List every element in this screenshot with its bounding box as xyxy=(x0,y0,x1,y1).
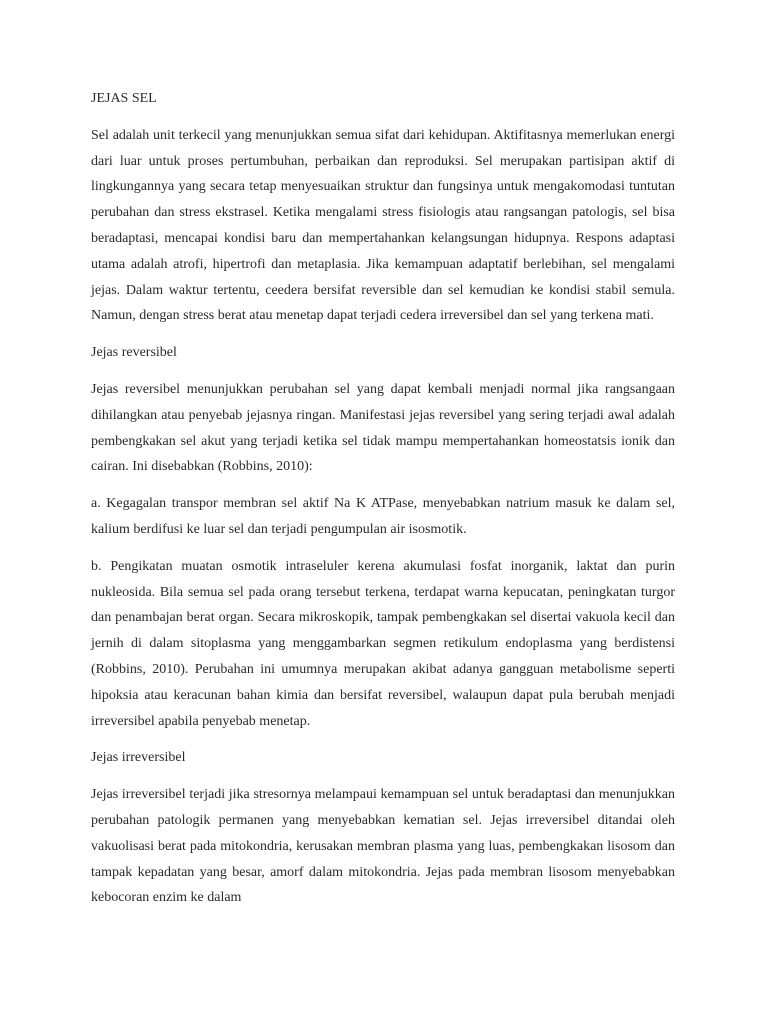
section-heading-reversible: Jejas reversibel xyxy=(91,345,177,361)
section-heading-irreversible: Jejas irreversibel xyxy=(91,750,186,766)
document-title: JEJAS SEL xyxy=(91,91,157,106)
irreversible-paragraph: Jejas irreversibel terjadi jika stresornya melampaui kemampuan sel untuk beradaptasi dan menunjukkan perubahan patologik permanen yang menyebabkan kematian sel. Jejas irreversibel ditandai oleh vakuolisasi berat pada mitokondria, kerusakan membran plasma yang luas, pembengkakan lisosom dan tampak kepadatan yang besar, amorf dalam mitokondria. Jejas pada membran lisosom menyebabkan kebocoran enzim ke dalam xyxy=(91,787,675,906)
intro-paragraph: Sel adalah unit terkecil yang menunjukkan semua sifat dari kehidupan. Aktifitasnya memerlukan energi dari luar untuk proses pertumbuhan, perbaikan dan reproduksi. Sel merupakan partisipan aktif di lingkungannya yang secara tetap menyesuaikan struktur dan fungsinya untuk mengakomodasi tuntutan perubahan dan stress ekstrasel. Ketika mengalami stress fisiologis atau rangsangan patologis, sel bisa beradaptasi, mencapai kondisi baru dan mempertahankan kelangsungan hidupnya. Respons adaptasi utama adalah atrofi, hipertrofi dan metaplasia. Jika kemampuan adaptatif berlebihan, sel mengalami jejas. Dalam waktur tertentu, ceedera bersifat reversible dan sel kemudian ke kondisi stabil semula. Namun, dengan stress berat atau menetap dapat terjadi cedera irreversibel dan sel yang terkena mati. xyxy=(91,127,675,324)
document-page xyxy=(91,86,675,922)
reversible-item-a: a. Kegagalan transpor membran sel aktif Na K ATPase, menyebabkan natrium masuk ke dalam sel, kalium berdifusi ke luar sel dan terjadi pengumpulan air isosmotik. xyxy=(91,496,675,537)
reversible-item-b: b. Pengikatan muatan osmotik intraseluler kerena akumulasi fosfat inorganik, laktat dan purin nukleosida. Bila semua sel pada orang tersebut terkena, terdapat warna kepucatan, peningkatan turgor dan penambajan berat organ. Secara mikroskopik, tampak pembengkakan sel disertai vakuola kecil dan jernih di dalam sitoplasma yang menggambarkan segmen retikulum endoplasma yang berdistensi (Robbins, 2010). Perubahan ini umumnya merupakan akibat adanya gangguan metabolisme seperti hipoksia atau keracunan bahan kimia dan bersifat reversibel, walaupun dapat pula berubah menjadi irreversibel apabila penyebab menetap. xyxy=(91,558,675,729)
reversible-paragraph: Jejas reversibel menunjukkan perubahan sel yang dapat kembali menjadi normal jika rangsangaan dihilangkan atau penyebab jejasnya ringan. Manifestasi jejas reversibel yang sering terjadi awal adalah pembengkakan sel akut yang terjadi ketika sel tidak mampu mempertahankan homeostatsis ionik dan cairan. Ini disebabkan (Robbins, 2010): xyxy=(91,381,675,475)
